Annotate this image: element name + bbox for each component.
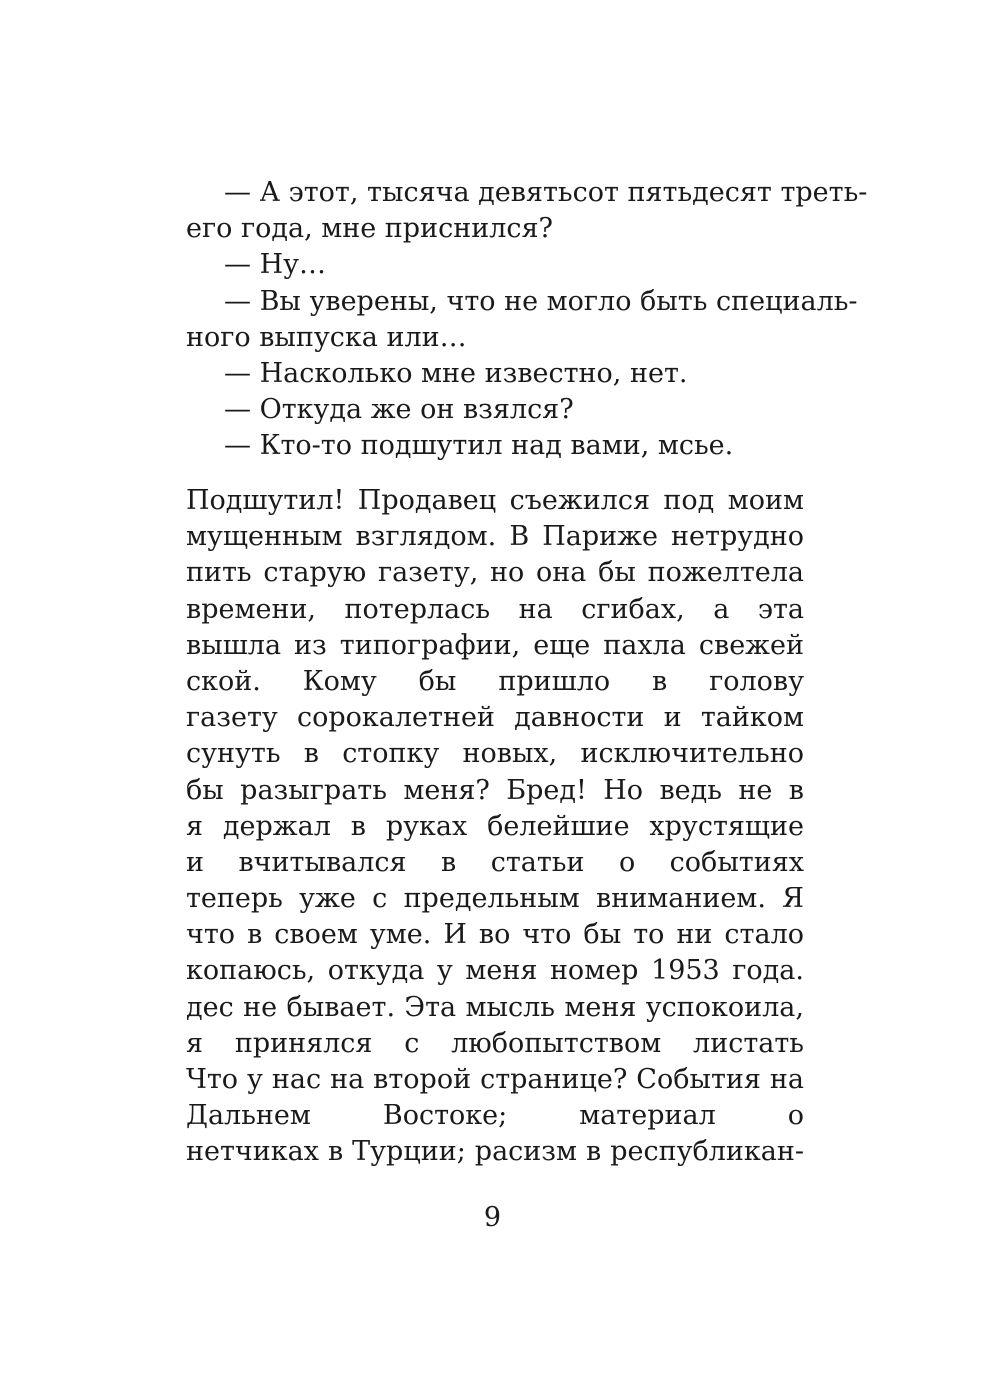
paragraph-line: газету сорокалетней давности и тайком	[186, 702, 804, 734]
dialogue-line: — Ну…	[224, 249, 327, 281]
dialogue-line: — Откуда же он взялся?	[224, 394, 574, 426]
dialogue-line: — А этот, тысяча девятьсот пятьдесят треть-	[224, 177, 868, 208]
paragraph-line: копаюсь, откуда у меня номер 1953 года.	[186, 955, 804, 987]
paragraph-line: я принялся с любопытством листать	[186, 1027, 804, 1059]
body-paragraph	[186, 483, 804, 1171]
dialogue-line-continuation: его года, мне приснился?	[186, 213, 553, 245]
dialogue-line: — Кто-то подшутил над вами, мсье.	[224, 430, 734, 462]
paragraph-line: и вчитывался в статьи о событиях	[186, 846, 804, 878]
paragraph-line: мущенным взглядом. В Париже нетрудно	[186, 521, 804, 553]
paragraph-line: теперь уже с предельным вниманием. Я	[186, 883, 804, 915]
dialogue-line: — Вы уверены, что не могло быть специаль-	[224, 285, 858, 317]
page-number: 9	[483, 1202, 502, 1233]
paragraph-line: Дальнем Востоке; материал о	[186, 1100, 804, 1132]
paragraph-line: Подшутил! Продавец съежился под моим	[186, 485, 804, 516]
paragraph-line: Что у нас на второй странице? События на	[186, 1064, 804, 1095]
dialogue-block	[186, 175, 868, 465]
dialogue-line: — Насколько мне известно, нет.	[224, 358, 688, 390]
paragraph-line: сунуть в стопку новых, исключительно	[186, 738, 804, 770]
paragraph-line: пить старую газету, но она бы пожелтела	[186, 557, 804, 589]
dialogue-line-continuation: ного выпуска или…	[186, 321, 467, 353]
paragraph-line: что в своем уме. И во что бы то ни стало	[186, 919, 804, 951]
paragraph-line: дес не бывает. Эта мысль меня успокоила,	[186, 991, 804, 1023]
paragraph-line: бы разыграть меня? Бред! Но ведь не в	[186, 774, 804, 806]
paragraph-line: я держал в руках белейшие хрустящие	[186, 810, 804, 842]
paragraph-line: времени, потерлась на сгибах, а эта	[186, 593, 804, 625]
paragraph-line: вышла из типографии, еще пахла свежей	[186, 629, 804, 661]
paragraph-line: ской. Кому бы пришло в голову	[186, 665, 804, 697]
paragraph-line: нетчиках в Турции; расизм в республикан-	[186, 1136, 804, 1168]
